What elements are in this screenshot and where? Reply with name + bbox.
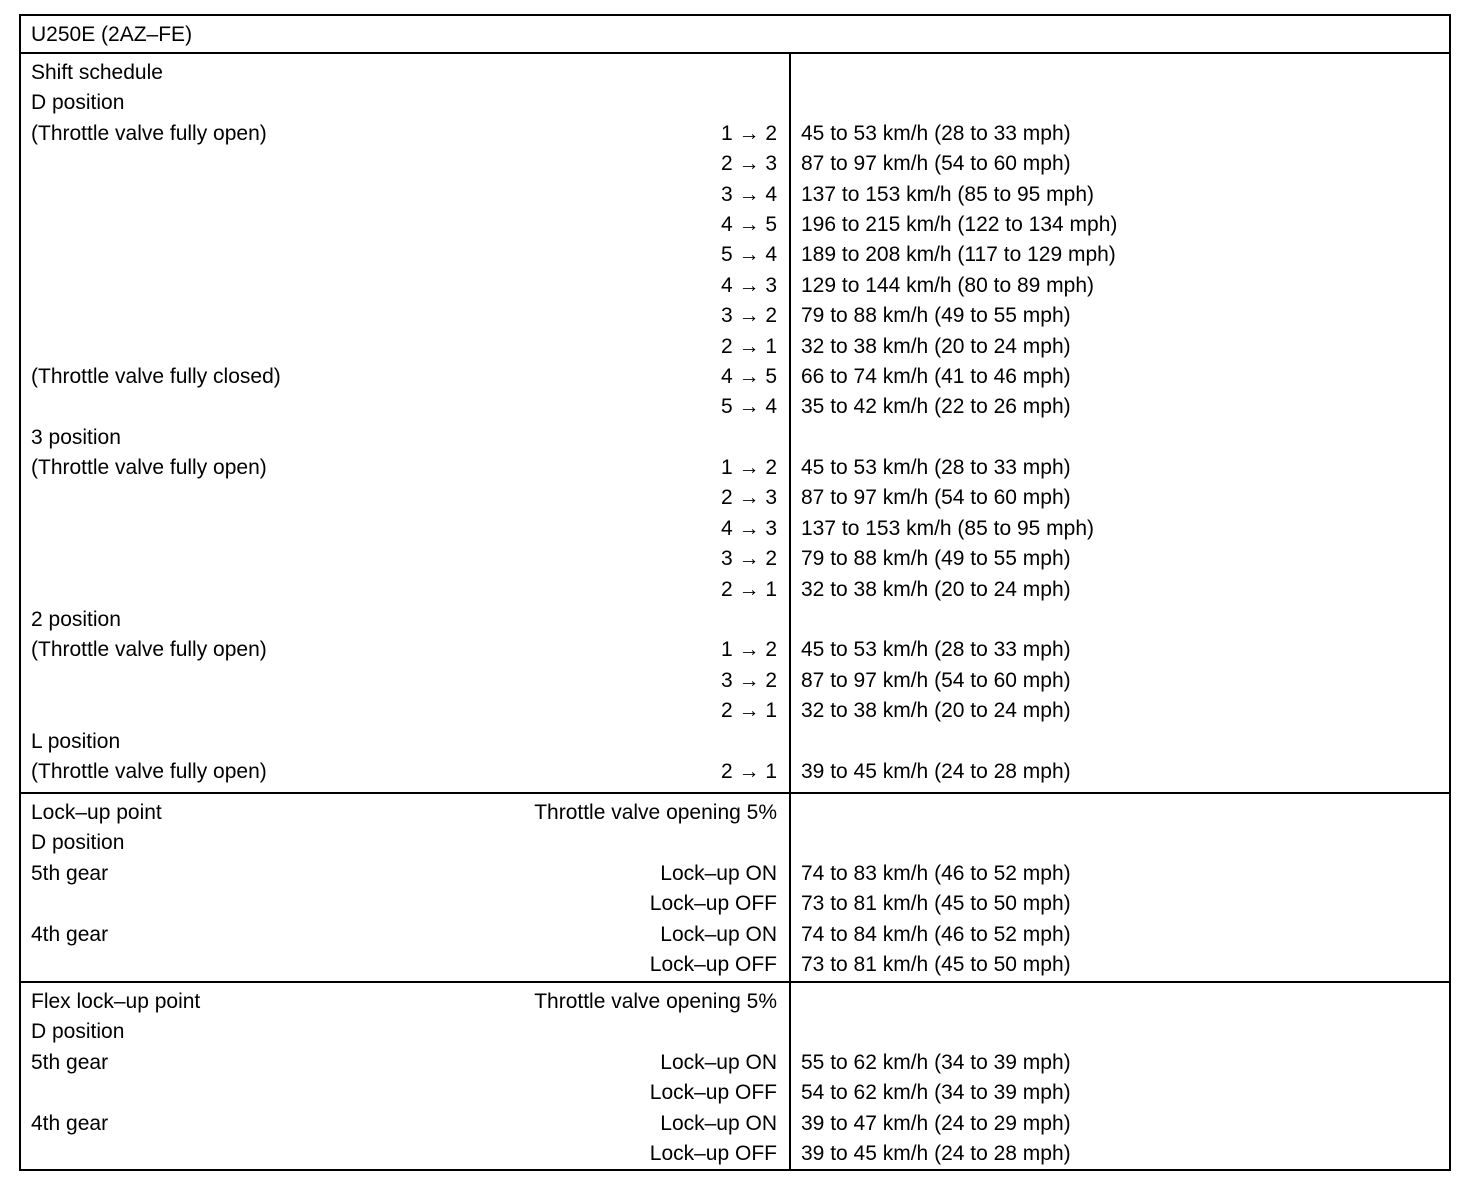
table-row: [21, 514, 1449, 544]
table-row: [21, 1078, 1449, 1108]
row-value: 55 to 62 km/h (34 to 39 mph): [801, 1050, 1071, 1074]
row-condition: 4 → 5: [720, 364, 777, 388]
table-row: [21, 859, 1449, 889]
row-left-cell: [21, 210, 789, 240]
row-value: 39 to 45 km/h (24 to 28 mph): [801, 1141, 1071, 1165]
row-left-cell: [21, 1048, 789, 1078]
row-value: 54 to 62 km/h (34 to 39 mph): [801, 1081, 1071, 1105]
table-row: [21, 920, 1449, 950]
lockup-point-section: [21, 794, 1449, 983]
row-left-cell: [21, 392, 789, 422]
table-row: [21, 575, 1449, 605]
table-row: [21, 635, 1449, 665]
row-left-cell: [21, 58, 789, 88]
row-condition: Lock–up ON: [660, 861, 777, 885]
table-row: [21, 58, 1449, 88]
table-row: [21, 332, 1449, 362]
table-row: [21, 210, 1449, 240]
row-value: 79 to 88 km/h (49 to 55 mph): [801, 547, 1071, 571]
row-left-cell: [21, 859, 789, 889]
row-condition: 5 → 4: [720, 395, 777, 419]
column-divider: [789, 54, 791, 792]
table-row: [21, 301, 1449, 331]
table-row: [21, 1109, 1449, 1139]
column-divider: [789, 983, 791, 1171]
spec-table: [19, 14, 1451, 1171]
column-divider: [789, 794, 791, 981]
table-row: [21, 727, 1449, 757]
row-condition: 2 → 1: [720, 577, 777, 601]
row-left-cell: [21, 950, 789, 980]
row-condition: 2 → 3: [720, 486, 777, 510]
table-row: [21, 1017, 1449, 1047]
row-condition: 1 → 2: [720, 121, 777, 145]
row-left-cell: [21, 483, 789, 513]
row-value: 74 to 83 km/h (46 to 52 mph): [801, 861, 1071, 885]
row-value: 39 to 47 km/h (24 to 29 mph): [801, 1111, 1071, 1135]
row-left-cell: [21, 635, 789, 665]
table-row: [21, 149, 1449, 179]
row-condition: 1 → 2: [720, 638, 777, 662]
table-row: [21, 423, 1449, 453]
row-label: 5th gear: [31, 861, 109, 885]
row-label: 4th gear: [31, 922, 109, 946]
row-condition: Lock–up ON: [660, 1050, 777, 1074]
row-label: (Throttle valve fully open): [31, 456, 267, 480]
table-row: [21, 889, 1449, 919]
row-value: 32 to 38 km/h (20 to 24 mph): [801, 577, 1071, 601]
row-label: 5th gear: [31, 1050, 109, 1074]
flex-lockup-point-section: [21, 983, 1449, 1171]
row-left-cell: [21, 798, 789, 828]
table-row: [21, 828, 1449, 858]
row-condition: Lock–up OFF: [649, 952, 777, 976]
row-condition: Lock–up ON: [660, 922, 777, 946]
row-label: Lock–up point: [31, 801, 162, 824]
row-left-cell: [21, 920, 789, 950]
row-left-cell: [21, 423, 789, 453]
row-left-cell: [21, 828, 789, 858]
row-left-cell: [21, 987, 789, 1017]
row-condition: 2 → 1: [720, 334, 777, 358]
row-left-cell: [21, 605, 789, 635]
table-row: [21, 1139, 1449, 1169]
table-row: [21, 696, 1449, 726]
row-left-cell: [21, 696, 789, 726]
row-condition: 1 → 2: [720, 456, 777, 480]
table-row: [21, 392, 1449, 422]
row-label: (Throttle valve fully open): [31, 759, 267, 783]
row-value: 87 to 97 km/h (54 to 60 mph): [801, 152, 1071, 176]
row-left-cell: [21, 889, 789, 919]
row-condition: 3 → 2: [720, 547, 777, 571]
table-row: [21, 119, 1449, 149]
row-condition: 5 → 4: [720, 243, 777, 267]
table-row: [21, 544, 1449, 574]
row-label: 4th gear: [31, 1111, 109, 1135]
row-value: 39 to 45 km/h (24 to 28 mph): [801, 759, 1071, 783]
row-label: D position: [31, 91, 125, 115]
row-left-cell: [21, 180, 789, 210]
row-value: 137 to 153 km/h (85 to 95 mph): [801, 516, 1095, 540]
row-left-cell: [21, 1139, 789, 1169]
table-row: [21, 798, 1449, 828]
row-value: 35 to 42 km/h (22 to 26 mph): [801, 395, 1071, 419]
row-condition: Throttle valve opening 5%: [534, 801, 777, 824]
table-row: [21, 240, 1449, 270]
row-left-cell: [21, 88, 789, 118]
table-title: U250E (2AZ–FE): [21, 16, 1449, 54]
row-condition: Lock–up OFF: [649, 1141, 777, 1165]
row-value: 66 to 74 km/h (41 to 46 mph): [801, 364, 1071, 388]
row-condition: Lock–up ON: [660, 1111, 777, 1135]
row-value: 32 to 38 km/h (20 to 24 mph): [801, 699, 1071, 723]
row-value: 74 to 84 km/h (46 to 52 mph): [801, 922, 1071, 946]
row-value: 32 to 38 km/h (20 to 24 mph): [801, 334, 1071, 358]
row-condition: Throttle valve opening 5%: [534, 990, 777, 1013]
table-row: [21, 362, 1449, 392]
table-row: [21, 483, 1449, 513]
row-left-cell: [21, 453, 789, 483]
row-left-cell: [21, 271, 789, 301]
table-row: [21, 605, 1449, 635]
row-label: D position: [31, 831, 125, 855]
table-row: [21, 950, 1449, 980]
row-left-cell: [21, 149, 789, 179]
row-left-cell: [21, 119, 789, 149]
row-left-cell: [21, 666, 789, 696]
row-value: 87 to 97 km/h (54 to 60 mph): [801, 668, 1071, 692]
row-value: 79 to 88 km/h (49 to 55 mph): [801, 304, 1071, 328]
table-row: [21, 666, 1449, 696]
row-value: 137 to 153 km/h (85 to 95 mph): [801, 182, 1095, 206]
table-row: [21, 453, 1449, 483]
row-condition: Lock–up OFF: [649, 1081, 777, 1105]
row-value: 73 to 81 km/h (45 to 50 mph): [801, 892, 1071, 916]
row-condition: 2 → 1: [720, 699, 777, 723]
row-left-cell: [21, 301, 789, 331]
row-left-cell: [21, 727, 789, 757]
row-condition: 3 → 2: [720, 304, 777, 328]
row-label: (Throttle valve fully open): [31, 121, 267, 145]
row-left-cell: [21, 332, 789, 362]
table-row: [21, 1048, 1449, 1078]
row-label: D position: [31, 1020, 125, 1044]
row-label: 3 position: [31, 425, 121, 449]
row-condition: Lock–up OFF: [649, 892, 777, 916]
row-condition: 4 → 3: [720, 516, 777, 540]
table-row: [21, 180, 1449, 210]
table-row: [21, 757, 1449, 787]
table-row: [21, 271, 1449, 301]
row-value: 189 to 208 km/h (117 to 129 mph): [801, 243, 1116, 267]
row-label: 2 position: [31, 608, 121, 632]
row-value: 73 to 81 km/h (45 to 50 mph): [801, 952, 1071, 976]
row-condition: 4 → 5: [720, 212, 777, 236]
row-label: (Throttle valve fully open): [31, 638, 267, 662]
shift-schedule-section: [21, 54, 1449, 794]
row-left-cell: [21, 240, 789, 270]
row-value: 45 to 53 km/h (28 to 33 mph): [801, 121, 1071, 145]
row-condition: 4 → 3: [720, 273, 777, 297]
table-row: [21, 987, 1449, 1017]
row-value: 45 to 53 km/h (28 to 33 mph): [801, 638, 1071, 662]
row-left-cell: [21, 514, 789, 544]
row-value: 129 to 144 km/h (80 to 89 mph): [801, 273, 1095, 297]
row-left-cell: [21, 544, 789, 574]
row-condition: 2 → 1: [720, 759, 777, 783]
row-left-cell: [21, 362, 789, 392]
table-row: [21, 88, 1449, 118]
row-label: Flex lock–up point: [31, 990, 201, 1013]
row-label: (Throttle valve fully closed): [31, 364, 281, 388]
row-condition: 3 → 4: [720, 182, 777, 206]
row-value: 196 to 215 km/h (122 to 134 mph): [801, 212, 1118, 236]
row-condition: 3 → 2: [720, 668, 777, 692]
row-value: 87 to 97 km/h (54 to 60 mph): [801, 486, 1071, 510]
row-value: 45 to 53 km/h (28 to 33 mph): [801, 456, 1071, 480]
row-label: Shift schedule: [31, 61, 163, 84]
row-left-cell: [21, 1109, 789, 1139]
row-left-cell: [21, 1017, 789, 1047]
row-left-cell: [21, 1078, 789, 1108]
row-condition: 2 → 3: [720, 152, 777, 176]
row-left-cell: [21, 575, 789, 605]
row-label: L position: [31, 729, 121, 753]
row-left-cell: [21, 757, 789, 787]
